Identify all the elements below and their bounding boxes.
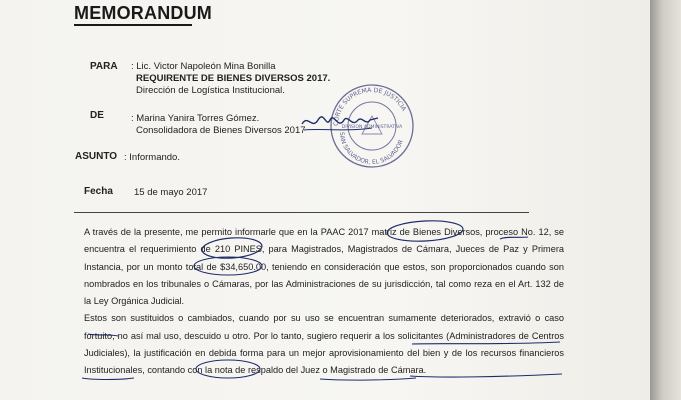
title-underline xyxy=(74,24,192,26)
para-name: : Lic. Victor Napoleón Mina Bonilla xyxy=(131,61,276,72)
body-paragraph-2: Estos son sustituidos o cambiados, cuando por su uso se encuentran sumamente deteriorados, extravió o caso fortuito, no así mal uso, descuido u otro. Por lo tanto, sugiero requerir a los solicitantes (Administradores de Centros Judiciales), la justificación en debida forma para un mejor aprovisionamiento del bien y de los recursos financieros Institucionales, contando con la nota de respaldo del Juez o Magistrado de Cámara. xyxy=(84,313,564,376)
separator-line xyxy=(74,212,529,213)
para-dept: Dirección de Logística Institucional. xyxy=(136,85,285,96)
asunto-value: : Informando. xyxy=(124,152,180,163)
body-paragraph-1: A través de la presente, me permito informarle que en la PAAC 2017 matriz de Bienes Diversos, proceso No. 12, se encuentra el requerimiento de 210 PINES, para Magistrados, Magistrados de Cámara, Jueces de Paz y Primera Instancia, por un monto total de $34,650.00, teniendo en consideración que estos, son proporcionados cuando son nombrados en los tribunales o Cámaras, por las Administraciones de su jurisdicción, tal como reza en el Art. 132 de la Ley Orgánica Judicial. xyxy=(84,227,564,307)
para-label: PARA xyxy=(90,61,118,72)
memo-body xyxy=(84,224,564,380)
de-label: DE xyxy=(90,110,104,121)
para-role: REQUIRENTE DE BIENES DIVERSOS 2017. xyxy=(136,73,331,84)
de-role: Consolidadora de Bienes Diversos 2017 xyxy=(136,125,306,136)
memo-title: MEMORANDUM xyxy=(74,3,212,23)
page-edge-shadow xyxy=(650,0,681,400)
stamp-center-text: DIVISION ADMINISTRATIVA xyxy=(341,125,403,130)
stamp-bottom-text: SAN SALVADOR, EL SALVADOR xyxy=(337,131,405,167)
stamp-top-text: CORTE SUPREMA DE JUSTICIA xyxy=(332,86,408,127)
signature-scribble xyxy=(300,108,380,136)
fecha-label: Fecha xyxy=(84,186,113,197)
de-name: : Marina Yanira Torres Gómez. xyxy=(131,113,260,124)
asunto-label: ASUNTO xyxy=(75,151,118,162)
fecha-value: 15 de mayo 2017 xyxy=(134,187,208,198)
